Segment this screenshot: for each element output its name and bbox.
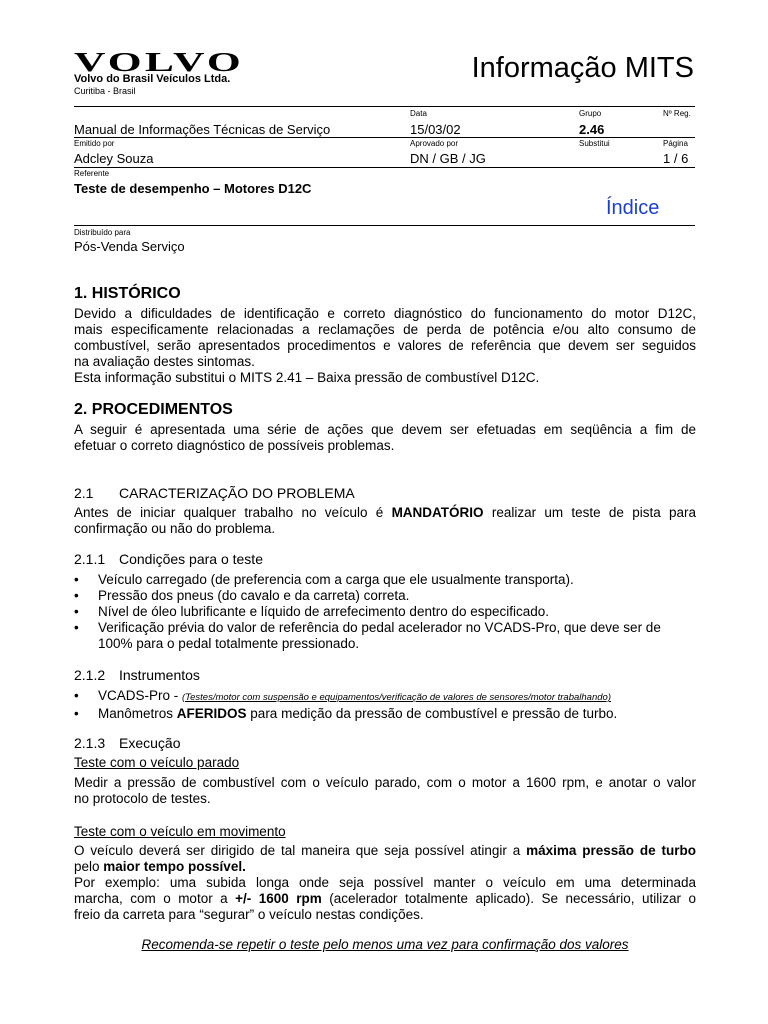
- text-segment: realizar um teste de pista para: [483, 505, 696, 520]
- mandatorio-text: MANDATÓRIO: [391, 505, 484, 520]
- list-item-text: Verificação prévia do valor de referência do pedal acelerador no VCADS-Pro, que deve ser de: [98, 620, 661, 635]
- list-item-text: 100% para o pedal totalmente pressionado.: [98, 636, 360, 651]
- pagina-value: 1 / 6: [663, 151, 689, 166]
- text-line: [74, 859, 696, 875]
- volvo-logo-text: VOLVO: [74, 50, 244, 74]
- aferidos-text: AFERIDOS: [176, 706, 247, 721]
- emitido-value: Adcley Souza: [74, 151, 154, 166]
- text-segment: pelo: [74, 859, 104, 874]
- list-item: [74, 588, 696, 604]
- teste-parado-paragraph: [74, 775, 696, 807]
- subsection-title: CARACTERIZAÇÃO DO PROBLEMA: [119, 485, 355, 501]
- instrumentos-list: [74, 688, 696, 722]
- volvo-logo: [74, 50, 249, 74]
- condicoes-list: [74, 572, 696, 652]
- text-line: Esta informação substitui o MITS 2.41 – Baixa pressão de combustível D12C.: [74, 370, 540, 385]
- procedimentos-paragraph: [74, 422, 696, 454]
- teste-movimento-paragraph: [74, 843, 696, 923]
- text-line: [74, 843, 696, 859]
- list-item-text: Veículo carregado (de preferencia com a carga que ele usualmente transporta).: [98, 572, 574, 587]
- company-name: Volvo do Brasil Veículos Ltda.: [74, 73, 231, 85]
- section-title-procedimentos: 2. PROCEDIMENTOS: [74, 401, 233, 418]
- text-line: no protocolo de testes.: [74, 791, 211, 806]
- bullet-icon: •: [74, 588, 79, 603]
- bold-text: +/- 1600 rpm: [235, 891, 322, 906]
- list-item-text: Manômetros: [98, 706, 177, 721]
- referente-value: Teste de desempenho – Motores D12C: [74, 181, 312, 196]
- bold-text: maior tempo possível.: [103, 859, 246, 874]
- bullet-icon: •: [74, 620, 79, 635]
- text-line: combustível, serão apresentados procedimentos e valores de referência que devem ser seguidos: [74, 338, 696, 353]
- manual-name: Manual de Informações Técnicas de Serviço: [74, 122, 331, 137]
- subsection-number: 2.1.2: [74, 667, 106, 683]
- text-segment: (acelerador totalmente aplicado). Se necessário, utilizar o: [321, 891, 696, 906]
- section-title-historico: 1. HISTÓRICO: [74, 285, 181, 302]
- bold-text: máxima pressão de turbo: [526, 843, 696, 858]
- distribuido-label: Distribuído para: [74, 228, 131, 237]
- bullet-icon: •: [74, 706, 79, 721]
- text-line: [74, 891, 696, 907]
- nreg-label: Nº Reg.: [663, 109, 691, 118]
- document-title: Informação MITS: [471, 52, 694, 84]
- list-item: [74, 688, 696, 706]
- list-item: [74, 706, 696, 722]
- subsection-number: 2.1.3: [74, 735, 106, 751]
- list-item-text: Nível de óleo lubrificante e líquido de arrefecimento dentro do especificado.: [98, 604, 550, 619]
- text-line: Por exemplo: uma subida longa onde seja possível manter o veículo em uma determinada: [74, 875, 696, 890]
- indice-link[interactable]: Índice: [606, 197, 660, 219]
- substitui-label: Substitui: [579, 139, 610, 148]
- historico-paragraph: [74, 306, 696, 386]
- subsection-title: Instrumentos: [119, 667, 200, 683]
- text-line: Devido a dificuldades de identificação e correto diagnóstico do funcionamento do motor D12C,: [74, 306, 696, 321]
- grupo-value: 2.46: [579, 122, 605, 137]
- subsection-title: Condições para o teste: [119, 551, 263, 567]
- caracterizacao-paragraph: [74, 505, 696, 537]
- data-label: Data: [410, 109, 427, 118]
- list-item-text: Pressão dos pneus (do cavalo e da carreta) correta.: [98, 588, 410, 603]
- list-item: [74, 604, 696, 620]
- subsection-number: 2.1.1: [74, 551, 106, 567]
- subsection-title-2-1-3: [74, 735, 180, 751]
- bullet-icon: •: [74, 688, 79, 703]
- subsection-title-2-1: [74, 485, 355, 501]
- grupo-label: Grupo: [579, 109, 602, 118]
- company-city: Curitiba - Brasil: [74, 86, 136, 96]
- list-item-text: para medição da pressão de combustível e pressão de turbo.: [246, 706, 618, 721]
- list-item-text: VCADS-Pro -: [98, 688, 183, 703]
- teste-parado-title: Teste com o veículo parado: [74, 755, 240, 770]
- distribuido-value: Pós-Venda Serviço: [74, 239, 185, 254]
- bullet-icon: •: [74, 572, 79, 587]
- text-segment: Antes de iniciar qualquer trabalho no veículo é: [74, 505, 392, 520]
- text-line: na avaliação destes sintomas.: [74, 354, 255, 369]
- text-segment: O veículo deverá ser dirigido de tal maneira que seja possível atingir a: [74, 843, 527, 858]
- list-item: [74, 620, 696, 652]
- subsection-number: 2.1: [74, 485, 94, 501]
- text-line: confirmação ou não do problema.: [74, 521, 276, 536]
- text-line: mais especificamente relacionadas a reclamações de perda de potência e/ou alto consumo de: [74, 322, 696, 337]
- header-divider: [74, 167, 695, 168]
- data-value: 15/03/02: [410, 122, 461, 137]
- subsection-title-2-1-2: [74, 667, 200, 683]
- bullet-icon: •: [74, 604, 79, 619]
- text-line: Medir a pressão de combustível com o veículo parado, com o motor a 1600 rpm, e anotar o valor: [74, 775, 696, 790]
- teste-movimento-title: Teste com o veículo em movimento: [74, 824, 286, 839]
- aprovado-label: Aprovado por: [410, 139, 459, 148]
- emitido-label: Emitido por: [74, 139, 115, 148]
- text-segment: marcha, com o motor a: [74, 891, 236, 906]
- referente-label: Referente: [74, 169, 110, 178]
- text-line: freio da carreta para “segurar” o veículo nestas condições.: [74, 907, 424, 922]
- recomendacao-text: Recomenda-se repetir o teste pelo menos uma vez para confirmação dos valores: [141, 937, 629, 952]
- pagina-label: Página: [663, 139, 688, 148]
- subsection-title-2-1-1: [74, 551, 263, 567]
- text-line: A seguir é apresentada uma série de ações que devem ser efetuadas em seqüência a fim de: [74, 422, 696, 437]
- header-divider: [74, 225, 695, 226]
- text-line: efetuar o correto diagnóstico de possíveis problemas.: [74, 438, 395, 453]
- header-divider: [74, 137, 695, 138]
- header-divider: [74, 106, 695, 107]
- aprovado-value: DN / GB / JG: [410, 151, 486, 166]
- text-line: [74, 505, 696, 521]
- vcads-path-text: (Testes/motor com suspensão e equipamentos/verificação de valores de sensores/motor trabalhando): [182, 692, 611, 703]
- subsection-title: Execução: [119, 735, 181, 751]
- list-item: [74, 572, 696, 588]
